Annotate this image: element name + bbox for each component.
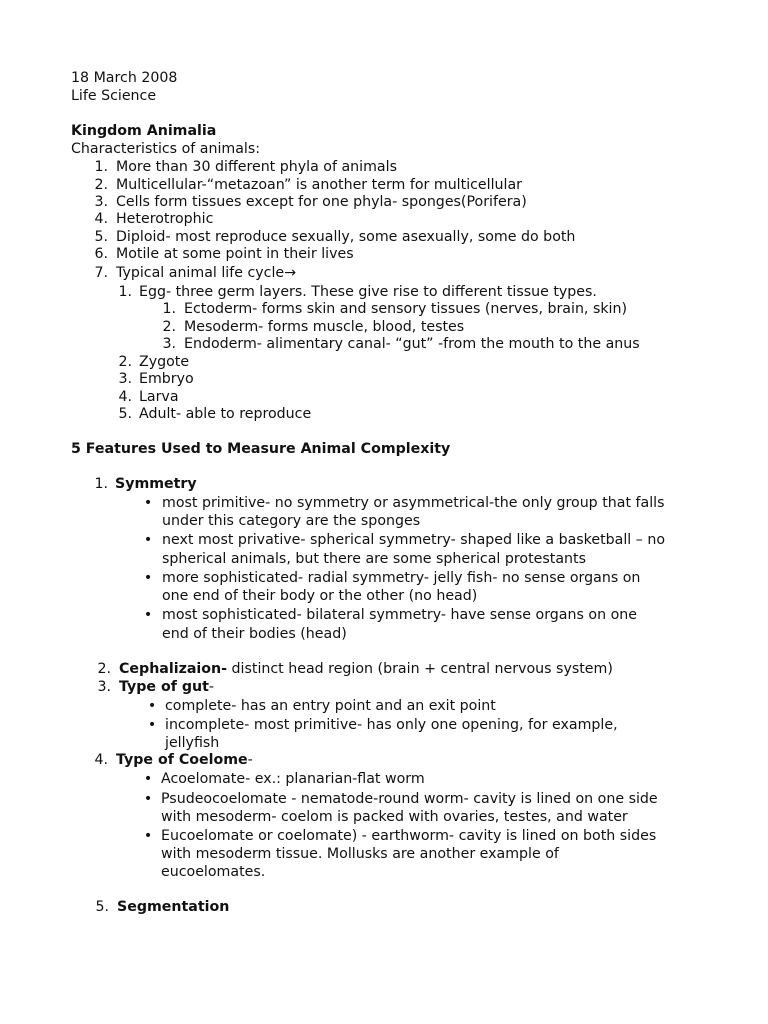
feature-label: Cephalizaion- [119, 661, 228, 677]
bullet: • [143, 771, 153, 787]
section-title-features: 5 Features Used to Measure Animal Complexity [71, 441, 451, 457]
bullet: • [143, 791, 153, 807]
date: 18 March 2008 [71, 70, 178, 86]
bullet: • [143, 532, 153, 548]
subject: Life Science [71, 88, 157, 104]
feature-label: Type of Coelome [116, 752, 248, 768]
bullet: • [143, 570, 153, 586]
feature-label: Symmetry [115, 476, 197, 492]
bullet: • [147, 698, 157, 714]
characteristics-intro: Characteristics of animals: [71, 141, 261, 157]
bullet: • [143, 828, 153, 844]
bullet: • [147, 717, 157, 733]
section-title-kingdom: Kingdom Animalia [71, 123, 217, 139]
document-page: 18 March 2008 Life Science Kingdom Animalia Characteristics of animals: 1. More than 30 different phyla of animals 2. Multicellular-“metazoan” is another term for multicellular 3. Cells form tissues except for one phyla- sponges(Porifera) 4. Heterotrophic 5. Diploid- most reproduce sexually, some asexually, some do both 6. Motile at some point in their lives 7. Typical animal life cycle→ 1. Egg- three germ layers. These give rise to different tissue types. 1. Ectoderm- forms skin and sensory tissues (nerves, brain, skin) 2. Mesoderm- forms muscle, blood, testes 3. Endoderm- alimentary canal- “gut” -from the mouth to the anus 2. Zygote 3. Embryo 4. Larva 5. Adult- able to reproduce 5 Features Used to Measure Animal Complexity 1. Symmetry • most primitive- no symmetry or asymmetrical-the only group that falls under this category are the sponges • next most privative- spherical symmetry- shaped like a basketball – no spherical animals, but there are some spherical protestants • more sophisticated- radial symmetry- jelly fish- no sense organs on one end of their body or the other (no head) • most sophisticated- bilateral symmetry- have sense organs on one end of their bodies (head) 2. Cephalizaion- distinct head region (brain + central nervous system) 3. Type of gut- • complete- has an entry point and an exit point • incomplete- most primitive- has only one opening, for example, jellyfish 4. Type of Coelome- • Acoelomate- ex.: planarian-flat worm • Psudeocoelomate - nematode-round worm- cavity is lined on one side with mesoderm- coelom is packed with ovaries, testes, and water • Eucoelomate or coelomate) - earthworm- cavity is lined on both sides with mesoderm tissue. Mollusks are another example of eucoelomates. 5. Segmentation [71, 70, 666, 915]
feature-label: Segmentation [117, 899, 230, 915]
bullet: • [143, 495, 153, 511]
bullet: • [143, 607, 153, 623]
feature-label: Type of gut [119, 679, 209, 695]
